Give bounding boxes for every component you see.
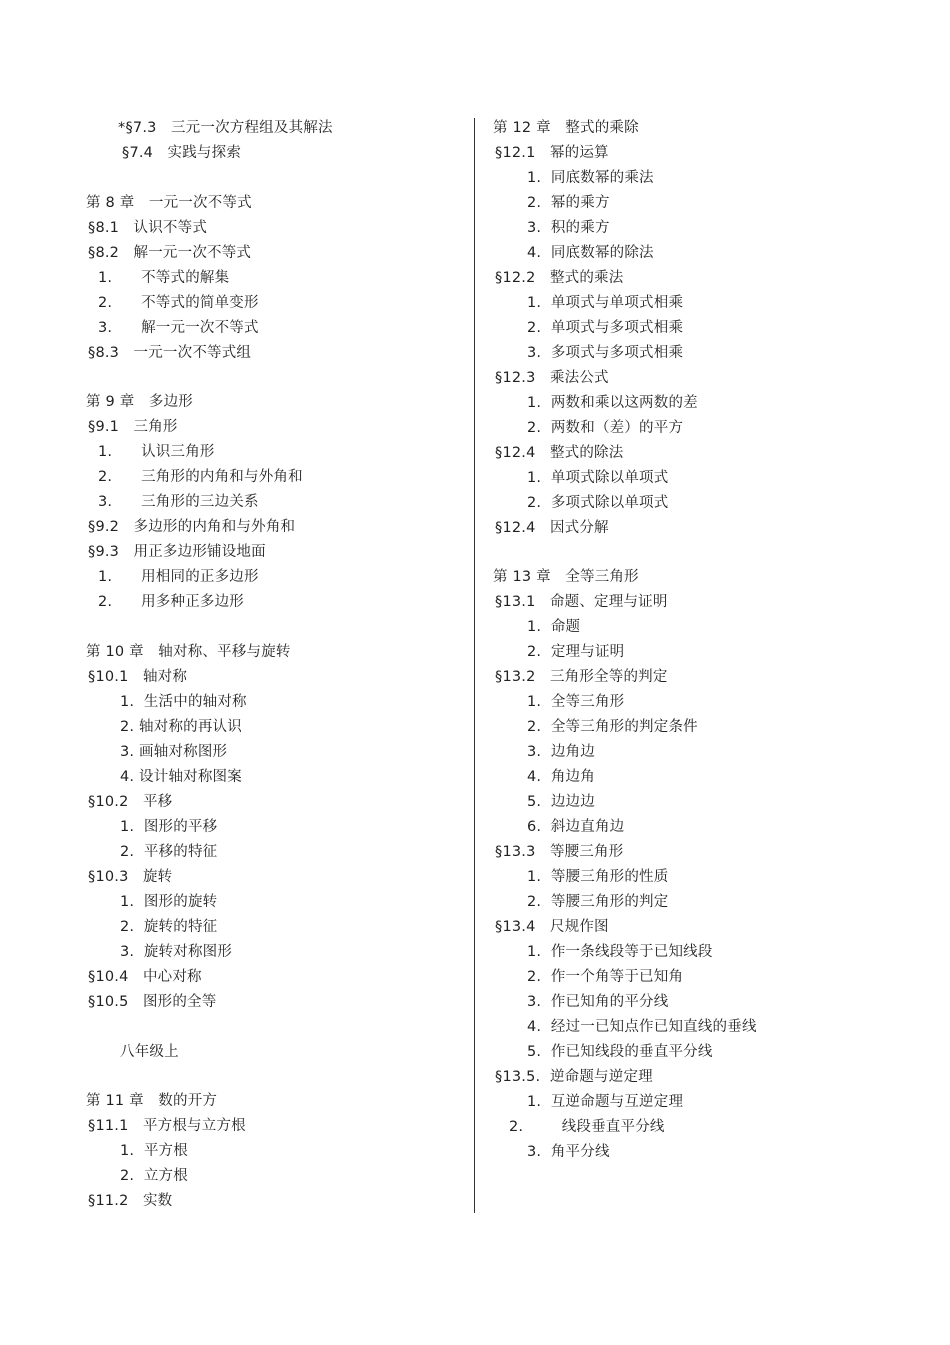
toc-entry: 2. 作一个角等于已知角 — [527, 969, 684, 985]
toc-entry: §13.5. 逆命题与逆定理 — [495, 1069, 653, 1085]
toc-entry: 2. 线段垂直平分线 — [509, 1119, 665, 1135]
toc-entry: 3. 旋转对称图形 — [120, 944, 233, 960]
toc-entry: 4. 设计轴对称图案 — [120, 769, 242, 785]
toc-entry: 1. 互逆命题与互逆定理 — [527, 1094, 684, 1110]
toc-entry: 1. 两数和乘以这两数的差 — [527, 395, 698, 411]
toc-entry: §8.1 认识不等式 — [88, 220, 208, 236]
toc-entry: §10.1 轴对称 — [88, 669, 188, 685]
toc-entry: 4. 经过一已知点作已知直线的垂线 — [527, 1019, 757, 1035]
toc-entry: §9.1 三角形 — [88, 419, 178, 435]
toc-entry: 1. 命题 — [527, 619, 581, 635]
toc-entry: §12.1 幂的运算 — [495, 145, 609, 161]
toc-entry: 1. 图形的平移 — [120, 819, 218, 835]
chapter-heading: 第 11 章 数的开方 — [86, 1093, 218, 1109]
toc-entry: 2. 定理与证明 — [527, 644, 625, 660]
toc-entry: 2. 不等式的简单变形 — [98, 295, 259, 311]
toc-entry: §10.5 图形的全等 — [88, 994, 217, 1010]
toc-entry: 1. 等腰三角形的性质 — [527, 869, 669, 885]
toc-entry: §13.2 三角形全等的判定 — [495, 669, 668, 685]
toc-entry: 2. 幂的乘方 — [527, 195, 610, 211]
toc-entry: 6. 斜边直角边 — [527, 819, 625, 835]
toc-entry: 1. 认识三角形 — [98, 444, 215, 460]
toc-entry: 2. 用多种正多边形 — [98, 594, 244, 610]
toc-entry: 2. 三角形的内角和与外角和 — [98, 469, 303, 485]
toc-entry: 3. 边角边 — [527, 744, 595, 760]
toc-entry: 1. 平方根 — [120, 1143, 188, 1159]
toc-entry: §13.3 等腰三角形 — [495, 844, 624, 860]
toc-entry: 1. 用相同的正多边形 — [98, 569, 259, 585]
toc-entry: 2. 轴对称的再认识 — [120, 719, 242, 735]
toc-entry: 2. 旋转的特征 — [120, 919, 218, 935]
toc-entry: 2. 等腰三角形的判定 — [527, 894, 669, 910]
toc-entry: 1. 图形的旋转 — [120, 894, 218, 910]
toc-entry: 1. 单项式与单项式相乘 — [527, 295, 684, 311]
toc-entry: §8.3 一元一次不等式组 — [88, 345, 252, 361]
toc-entry: 3. 三角形的三边关系 — [98, 494, 259, 510]
toc-entry: §12.3 乘法公式 — [495, 370, 609, 386]
toc-entry: 2. 多项式除以单项式 — [527, 495, 669, 511]
toc-entry: 3. 解一元一次不等式 — [98, 320, 259, 336]
toc-entry: §13.1 命题、定理与证明 — [495, 594, 668, 610]
chapter-heading: 第 8 章 一元一次不等式 — [86, 195, 252, 211]
toc-entry: 3. 角平分线 — [527, 1144, 610, 1160]
toc-entry: §10.2 平移 — [88, 794, 173, 810]
toc-entry: §12.4 整式的除法 — [495, 445, 624, 461]
chapter-heading: 第 10 章 轴对称、平移与旋转 — [86, 644, 291, 660]
toc-entry: §9.3 用正多边形铺设地面 — [88, 544, 266, 560]
toc-entry: §13.4 尺规作图 — [495, 919, 609, 935]
toc-entry: §12.4 因式分解 — [495, 520, 609, 536]
toc-entry: 1. 作一条线段等于已知线段 — [527, 944, 713, 960]
toc-entry: 2. 平移的特征 — [120, 844, 218, 860]
toc-entry: 1. 生活中的轴对称 — [120, 694, 247, 710]
toc-entry: 4. 角边角 — [527, 769, 595, 785]
toc-entry: 4. 同底数幂的除法 — [527, 245, 654, 261]
chapter-heading: 第 13 章 全等三角形 — [493, 569, 639, 585]
toc-entry: 3. 作已知角的平分线 — [527, 994, 669, 1010]
toc-entry: 3. 多项式与多项式相乘 — [527, 345, 684, 361]
toc-entry: §12.2 整式的乘法 — [495, 270, 624, 286]
toc-entry: 3. 画轴对称图形 — [120, 744, 228, 760]
toc-entry: 5. 作已知线段的垂直平分线 — [527, 1044, 713, 1060]
toc-entry: §10.3 旋转 — [88, 869, 173, 885]
toc-entry: 2. 全等三角形的判定条件 — [527, 719, 698, 735]
toc-entry: §11.2 实数 — [88, 1193, 173, 1209]
toc-entry: 2. 单项式与多项式相乘 — [527, 320, 684, 336]
toc-entry: 1. 同底数幂的乘法 — [527, 170, 654, 186]
toc-entry: §11.1 平方根与立方根 — [88, 1118, 246, 1134]
toc-entry: §9.2 多边形的内角和与外角和 — [88, 519, 296, 535]
toc-entry: §7.4 实践与探索 — [122, 145, 242, 161]
grade-heading: 八年级上 — [120, 1044, 179, 1060]
toc-entry: 5. 边边边 — [527, 794, 595, 810]
toc-entry: 1. 单项式除以单项式 — [527, 470, 669, 486]
toc-entry: 2. 立方根 — [120, 1168, 188, 1184]
chapter-heading: 第 12 章 整式的乘除 — [493, 120, 639, 136]
toc-entry: §10.4 中心对称 — [88, 969, 202, 985]
toc-entry: §8.2 解一元一次不等式 — [88, 245, 252, 261]
toc-entry: *§7.3 三元一次方程组及其解法 — [118, 120, 333, 136]
toc-entry: 3. 积的乘方 — [527, 220, 610, 236]
toc-entry: 2. 两数和（差）的平方 — [527, 420, 684, 436]
toc-entry: 1. 全等三角形 — [527, 694, 625, 710]
toc-entry: 1. 不等式的解集 — [98, 270, 230, 286]
chapter-heading: 第 9 章 多边形 — [86, 394, 193, 410]
